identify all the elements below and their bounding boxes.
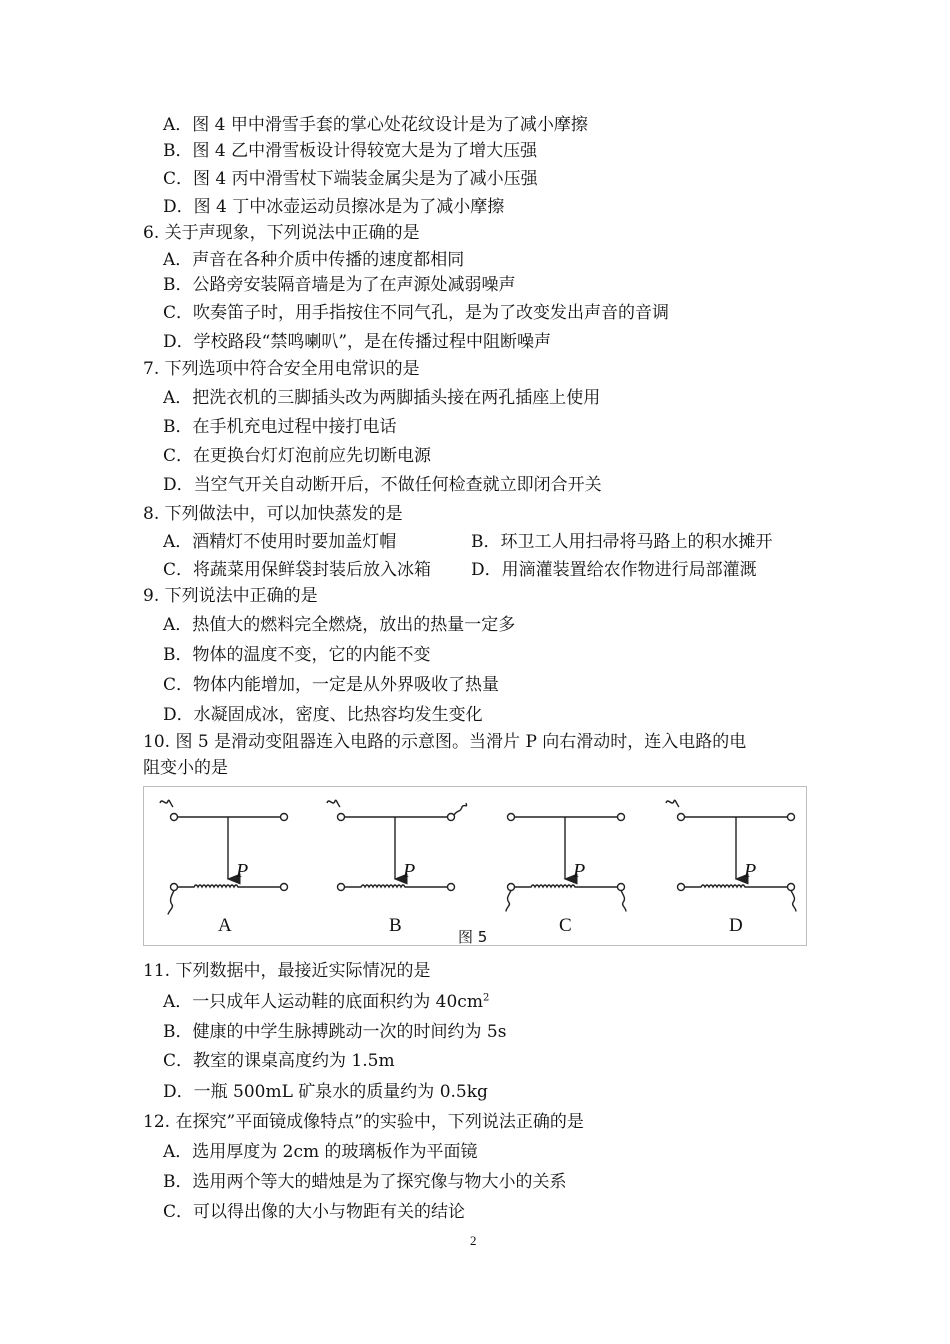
slider-label-d: P [744, 860, 757, 882]
q7-option-c: C．在更换台灯灯泡前应先切断电源 [163, 446, 432, 466]
lead-wire [621, 891, 626, 912]
rheostat-diagrams [144, 787, 808, 947]
terminal [171, 884, 178, 891]
resistance-coil [515, 885, 619, 887]
q9-option-b: B．物体的温度不变，它的内能不变 [163, 645, 431, 665]
q7-stem: 7. 下列选项中符合安全用电常识的是 [143, 359, 420, 379]
q11-option-a [163, 991, 489, 1013]
panel-letter-a: A [218, 915, 232, 936]
q7-option-a: A．把洗衣机的三脚插头改为两脚插头接在两孔插座上使用 [163, 388, 601, 408]
terminal [618, 884, 625, 891]
q5-option-c: C．图 4 丙中滑雪杖下端装金属尖是为了减小压强 [163, 169, 538, 189]
q6-option-a: A．声音在各种介质中传播的速度都相同 [163, 250, 465, 270]
terminal [788, 884, 795, 891]
terminal [618, 814, 625, 821]
rheostat-panel-d [666, 800, 796, 911]
q12-option-c: C．可以得出像的大小与物距有关的结论 [163, 1202, 466, 1222]
terminal [508, 814, 515, 821]
figure-5 [143, 786, 807, 946]
terminal [448, 814, 455, 821]
q9-option-a: A．热值大的燃料完全燃烧，放出的热量一定多 [163, 615, 516, 635]
slider-label-c: P [573, 860, 586, 882]
q7-option-d: D．当空气开关自动断开后，不做任何检查就立即闭合开关 [163, 475, 602, 495]
q11-option-c: C．教室的课桌高度约为 1.5m [163, 1051, 395, 1071]
q5-option-a: A．图 4 甲中滑雪手套的掌心处花纹设计是为了减小摩擦 [163, 115, 588, 135]
terminal [281, 814, 288, 821]
q7-option-b: B．在手机充电过程中接打电话 [163, 417, 397, 437]
q11-stem: 11. 下列数据中，最接近实际情况的是 [143, 961, 431, 981]
q6-stem: 6. 关于声现象，下列说法中正确的是 [143, 223, 420, 243]
terminal [338, 814, 345, 821]
q11-option-d: D．一瓶 500mL 矿泉水的质量约为 0.5kg [163, 1082, 488, 1102]
rheostat-panel-a [160, 800, 288, 914]
q8-option-b: B．环卫工人用扫帚将马路上的积水摊开 [471, 532, 773, 552]
q10-stem-line1: 10. 图 5 是滑动变阻器连入电路的示意图。当滑片 P 向右滑动时，连入电路的电 [143, 732, 747, 752]
q6-option-c: C．吹奏笛子时，用手指按住不同气孔，是为了改变发出声音的音调 [163, 303, 670, 323]
q9-option-c: C．物体内能增加，一定是从外界吸收了热量 [163, 675, 500, 695]
lead-wire [168, 891, 174, 915]
lead-wire [327, 800, 340, 807]
slider-label-b: P [403, 860, 416, 882]
resistance-coil [345, 885, 449, 887]
terminal [281, 884, 288, 891]
q5-option-b: B．图 4 乙中滑雪板设计得较宽大是为了增大压强 [163, 141, 538, 161]
terminal [338, 884, 345, 891]
q12-option-a: A．选用厚度为 2cm 的玻璃板作为平面镜 [163, 1142, 478, 1162]
panel-letter-d: D [729, 915, 743, 936]
q12-stem: 12. 在探究”平面镜成像特点”的实验中，下列说法正确的是 [143, 1112, 584, 1132]
figure-caption: 图 5 [458, 928, 488, 946]
terminal [788, 814, 795, 821]
terminal [448, 884, 455, 891]
q11-option-a-text: A．一只成年人运动鞋的底面积约为 40cm [163, 992, 483, 1012]
q11-option-b: B．健康的中学生脉搏跳动一次的时间约为 5s [163, 1022, 507, 1042]
rheostat-panel-c [506, 814, 626, 912]
q8-option-a: A．酒精灯不使用时要加盖灯帽 [163, 532, 397, 552]
terminal [508, 884, 515, 891]
lead-wire [506, 891, 511, 912]
slider-label-a: P [236, 860, 249, 882]
lead-wire [791, 891, 796, 912]
lead-wire [666, 800, 679, 807]
q8-option-d: D．用滴灌装置给农作物进行局部灌溉 [471, 560, 757, 580]
terminal [678, 884, 685, 891]
q8-stem: 8. 下列做法中，可以加快蒸发的是 [143, 504, 403, 524]
lead-wire [454, 803, 467, 815]
page-number: 2 [470, 1233, 477, 1248]
rheostat-panel-b [327, 800, 467, 890]
lead-wire [160, 800, 173, 807]
q6-option-b: B．公路旁安装隔音墙是为了在声源处减弱噪声 [163, 275, 516, 295]
resistance-coil [685, 885, 789, 887]
q12-option-b: B．选用两个等大的蜡烛是为了探究像与物大小的关系 [163, 1172, 567, 1192]
q6-option-d: D．学校路段“禁鸣喇叭”，是在传播过程中阻断噪声 [163, 332, 552, 352]
resistance-coil [178, 885, 282, 887]
q11-option-a-superscript: 2 [482, 992, 490, 1004]
panel-letter-b: B [389, 915, 402, 936]
q5-option-d: D．图 4 丁中冰壶运动员擦冰是为了减小摩擦 [163, 197, 505, 217]
q8-option-c: C．将蔬菜用保鲜袋封装后放入冰箱 [163, 560, 432, 580]
terminal [171, 814, 178, 821]
q10-stem-line2: 阻变小的是 [143, 758, 228, 778]
q9-option-d: D．水凝固成冰，密度、比热容均发生变化 [163, 705, 483, 725]
q9-stem: 9. 下列说法中正确的是 [143, 586, 318, 606]
panel-letter-c: C [559, 915, 572, 936]
terminal [678, 814, 685, 821]
